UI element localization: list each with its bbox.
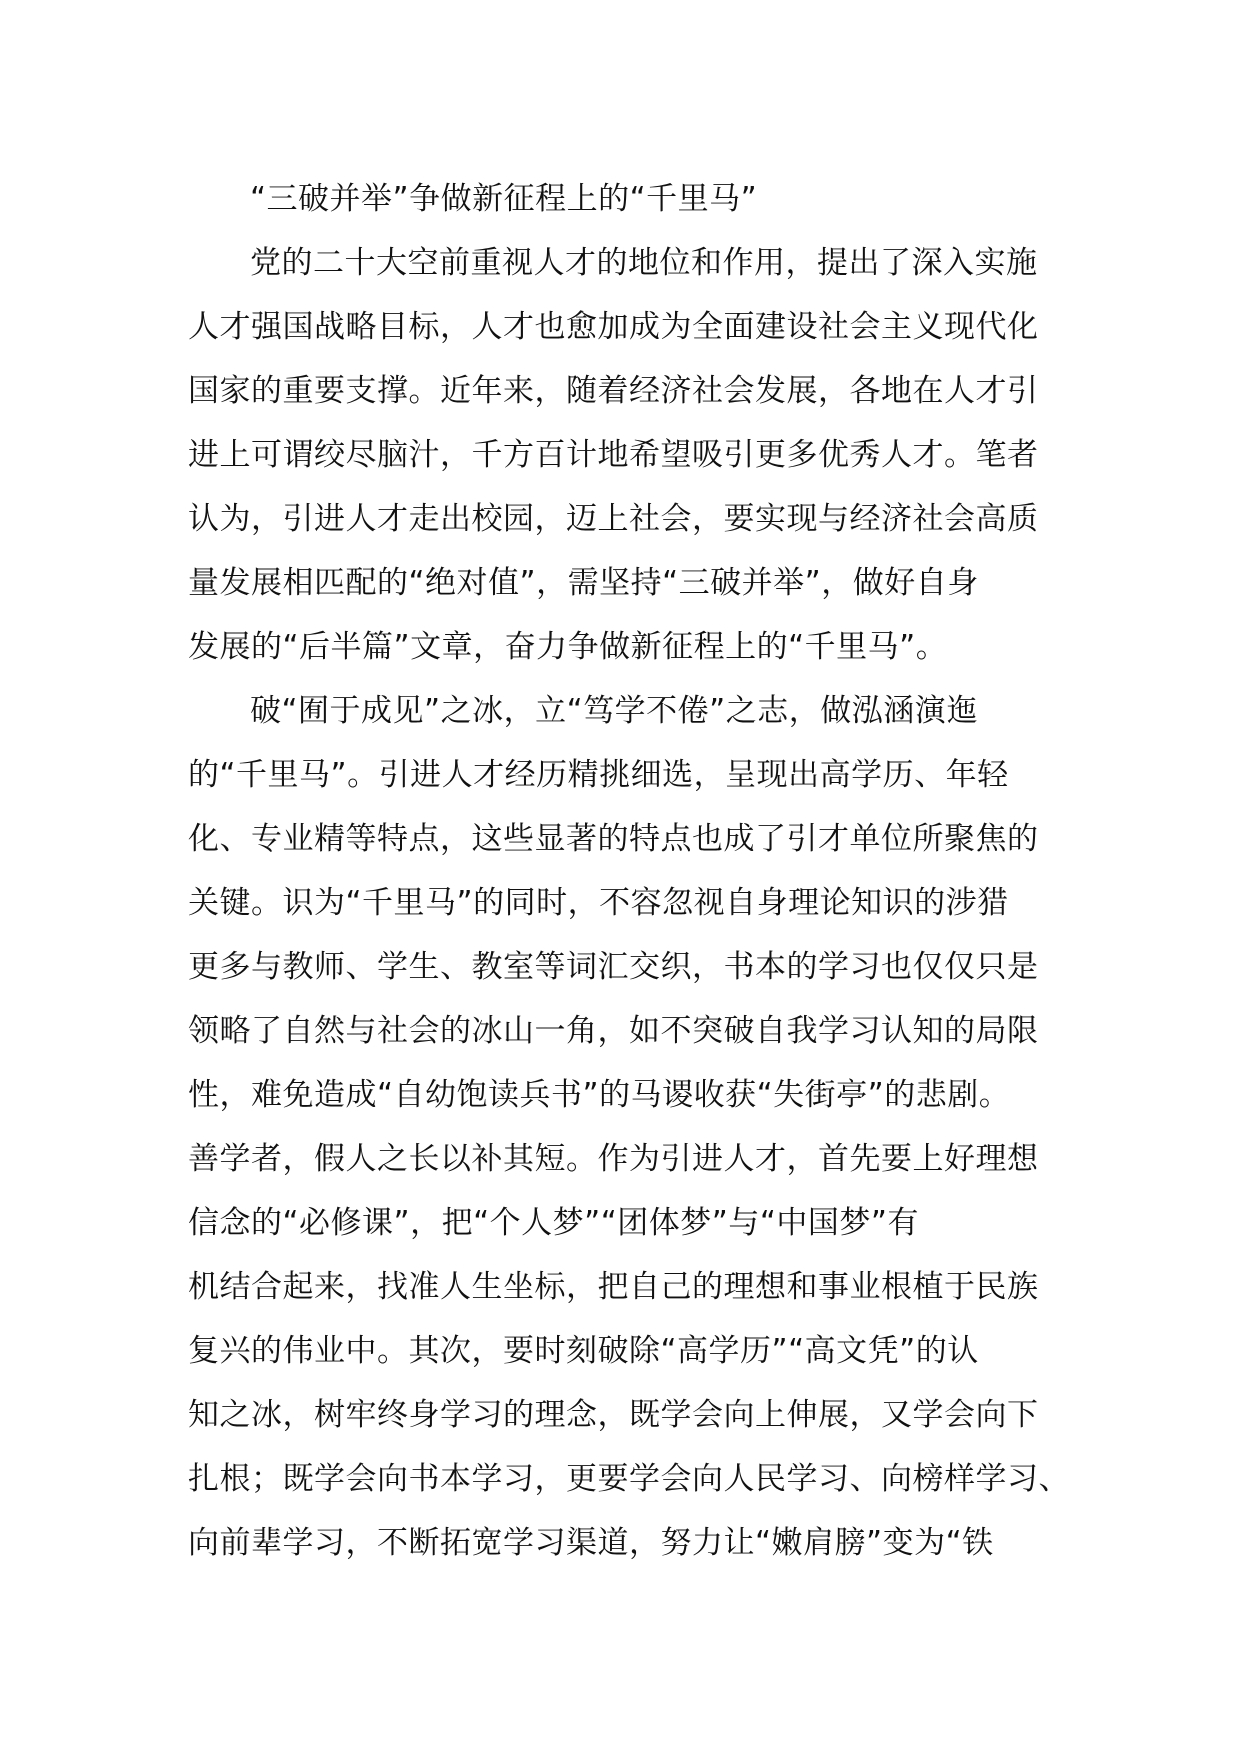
paragraph-line: 复兴的伟业中。其次，要时刻破除“高学历”“高文凭”的认 bbox=[188, 1333, 979, 1369]
paragraph-line: 向前辈学习，不断拓宽学习渠道，努力让“嫩肩膀”变为“铁 bbox=[188, 1525, 994, 1561]
paragraph-line: 量发展相匹配的“绝对值”，需坚持“三破并举”，做好自身 bbox=[188, 565, 979, 601]
paragraph-line: 国家的重要支撑。近年来，随着经济社会发展，各地在人才引 bbox=[188, 373, 1039, 409]
paragraph-line: 扎根；既学会向书本学习，更要学会向人民学习、向榜样学习、 bbox=[188, 1461, 1070, 1497]
paragraph-line: 知之冰，树牢终身学习的理念，既学会向上伸展，又学会向下 bbox=[188, 1397, 1039, 1433]
paragraph-line: 善学者，假人之长以补其短。作为引进人才，首先要上好理想 bbox=[188, 1141, 1039, 1177]
paragraph-line: 的“千里马”。引进人才经历精挑细选，呈现出高学历、年轻 bbox=[188, 757, 1009, 793]
paragraph-line: 更多与教师、学生、教室等词汇交织，书本的学习也仅仅只是 bbox=[188, 949, 1039, 985]
paragraph-line: 认为，引进人才走出校园，迈上社会，要实现与经济社会高质 bbox=[188, 501, 1039, 537]
paragraph-line: 机结合起来，找准人生坐标，把自己的理想和事业根植于民族 bbox=[188, 1269, 1039, 1305]
paragraph-line: 人才强国战略目标，人才也愈加成为全面建设社会主义现代化 bbox=[188, 309, 1039, 345]
paragraph-line: 领略了自然与社会的冰山一角，如不突破自我学习认知的局限 bbox=[188, 1013, 1039, 1049]
paragraph-line: 化、专业精等特点，这些显著的特点也成了引才单位所聚焦的 bbox=[188, 821, 1039, 857]
paragraph-line: 性，难免造成“自幼饱读兵书”的马谡收获“失街亭”的悲剧。 bbox=[188, 1077, 1011, 1113]
paragraph-line: 发展的“后半篇”文章，奋力争做新征程上的“千里马”。 bbox=[188, 629, 948, 665]
paragraph-line: 关键。识为“千里马”的同时，不容忽视自身理论知识的涉猎 bbox=[188, 885, 1009, 921]
document-title: “三破并举”争做新征程上的“千里马” bbox=[250, 181, 758, 217]
paragraph-line: 信念的“必修课”，把“个人梦”“团体梦”与“中国梦”有 bbox=[188, 1205, 919, 1241]
paragraph-line: 进上可谓绞尽脑汁，千方百计地希望吸引更多优秀人才。笔者 bbox=[188, 437, 1039, 473]
paragraph-line: 破“囿于成见”之冰，立“笃学不倦”之志，做泓涵演迤 bbox=[250, 693, 978, 729]
paragraph-line: 党的二十大空前重视人才的地位和作用，提出了深入实施 bbox=[250, 245, 1038, 281]
